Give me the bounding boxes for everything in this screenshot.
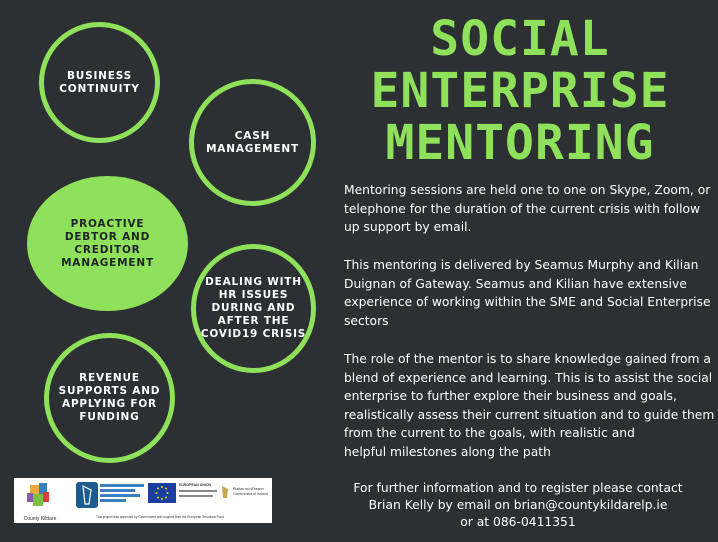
contact-line-2[interactable]: Brian Kelly by email on brian@countykildarelp.ie (368, 498, 668, 512)
government-of-ireland-logo (220, 482, 270, 506)
circle-label: REVENUE SUPPORTS AND APPLYING FOR FUNDING (58, 372, 161, 423)
circle-revenue-supports (44, 333, 175, 463)
footer-note: This project was approved by Government with support from the European Structural Fund (96, 515, 224, 519)
circle-hr-issues (191, 244, 316, 373)
contact-line-3[interactable]: or at 086-0411351 (460, 515, 576, 529)
county-kildare-label: County Kildare (23, 516, 57, 522)
circle-label: DEALING WITH HR ISSUES DURING AND AFTER THE COVID19 CRISIS (200, 276, 307, 340)
harp-icon (220, 484, 230, 500)
circle-label: PROACTIVE DEBTOR AND CREDITOR MANAGEMENT (61, 217, 154, 269)
circle-label: BUSINESS CONTINUITY (59, 69, 140, 95)
kildare-figures-icon (18, 481, 62, 511)
circle-proactive-debtor-creditor (27, 176, 188, 311)
eu-fund-text (179, 483, 221, 505)
circle-business-continuity (39, 22, 160, 143)
circle-label: CASH MANAGEMENT (206, 129, 299, 155)
eu-stars-icon (148, 483, 176, 503)
circle-cash-management (189, 79, 316, 206)
contact-line-1: For further information and to register please contact (353, 481, 683, 495)
state-logo (76, 482, 98, 508)
eu-flag-logo (148, 483, 176, 503)
eu-label: EUROPEAN UNION (179, 483, 212, 487)
title-line-3: MENTORING (385, 115, 655, 171)
paragraph-mentors: This mentoring is delivered by Seamus Murphy and Kilian Duignan of Gateway. Seamus and Kilian have extensive experience of working within the SME and Social Enterprise sectors (344, 258, 711, 328)
local-enterprise-text-logo (100, 482, 144, 504)
title-line-2: ENTERPRISE (370, 63, 670, 119)
harp-icon (76, 482, 98, 508)
county-kildare-logo (18, 481, 62, 520)
gov-label: Rialtas na hÉireann Government of Ireland (233, 487, 268, 496)
paragraph-sessions: Mentoring sessions are held one to one on Skype, Zoom, or telephone for the duration of the current crisis with follow up support by email. (344, 183, 711, 234)
sponsor-logos (14, 478, 272, 523)
title-line-1: SOCIAL (430, 11, 610, 67)
paragraph-mentor-role: The role of the mentor is to share knowledge gained from a blend of experience and learning. This is to assist the social enterprise to further explore their business and goals, realistically assess their current situation and to guide them from the current to the goals, with realistic and helpful milestones along the path (344, 352, 715, 459)
